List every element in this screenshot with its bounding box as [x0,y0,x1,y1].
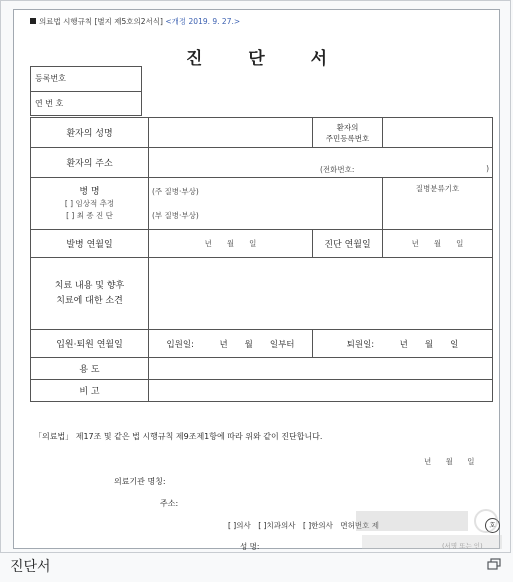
phone-line [152,164,489,175]
admission-date-field[interactable]: 입원일: 년 월 일부터 [149,330,313,358]
expand-icon[interactable] [487,558,501,570]
remarks-label: 비 고 [31,380,149,402]
treatment-row [31,258,493,330]
phone-close: ) [486,164,489,173]
purpose-field[interactable] [149,358,493,380]
disease-code-cell[interactable] [383,178,493,230]
image-caption: 진단서 [10,559,51,575]
signer-name-label: 성 명: [240,542,260,551]
form-header-prefix: 의료법 시행규칙 [별지 제5호의2서식] [39,17,163,26]
onset-date-field[interactable]: 년 월 일 [149,230,313,258]
onset-date-label: 발병 연월일 [31,230,149,258]
treatment-label-line2: 치료에 대한 소견 [56,295,123,306]
sign-date[interactable]: 년 월 일 [424,457,475,466]
revision-note: <개정 2019. 9. 27.> [165,17,241,26]
dates-row [31,230,493,258]
registration-number-label: 등록번호 [35,74,66,83]
disease-row [31,178,493,230]
patient-address-row [31,148,493,178]
purpose-label: 용 도 [31,358,149,380]
disease-code-label: 질병분류기호 [415,184,460,193]
document-page [13,9,500,549]
legal-statement: 「의료법」 제17조 및 같은 법 시행규칙 제9조제1항에 따라 위와 같이 진단합니다. [34,432,323,441]
patient-rrn-label-line1: 환자의 [336,122,359,132]
clinical-estimate-checkbox[interactable]: [ ] 임상적 추정 [64,198,115,208]
patient-name-label: 환자의 성명 [31,118,149,148]
institution-address-label: 주소: [160,499,179,508]
disease-field[interactable] [149,178,383,230]
treatment-label-cell [31,258,149,330]
form-header [30,16,240,27]
admission-row [31,330,493,358]
license-suffix: 호 [485,518,500,533]
institution-name-label: 의료기관 명칭: [114,477,166,486]
main-disease-label: (주 질병·부상) [152,186,199,196]
phone-label: (전화번호: [320,165,355,174]
treatment-label-line1: 치료 내용 및 향후 [54,280,125,291]
signature-note: (서명 또는 인) [442,542,483,550]
document-title: 진 단 서 [185,49,348,69]
remarks-field[interactable] [149,380,493,402]
final-diagnosis-checkbox[interactable]: [ ] 최 종 진 단 [66,210,113,220]
admission-label: 입원·퇴원 연월일 [31,330,149,358]
registration-box [30,66,142,116]
patient-name-row [31,118,493,148]
disease-label-cell [31,178,149,230]
license-line: [ ]의사 [ ]치과의사 [ ]한의사 면허번호 제 [228,521,380,530]
sub-disease-label: (부 질병·부상) [152,210,199,220]
patient-rrn-label-line2: 주민등록번호 [325,133,370,143]
diagnosis-date-label: 진단 연월일 [313,230,383,258]
diagnosis-date-field[interactable]: 년 월 일 [383,230,493,258]
disease-label: 병 명 [79,186,100,197]
patient-rrn-label [313,118,383,148]
patient-address-label: 환자의 주소 [31,148,149,178]
diagnosis-form-table [30,117,493,402]
patient-address-field[interactable] [149,148,493,178]
patient-name-field[interactable] [149,118,313,148]
purpose-row [31,358,493,380]
discharge-date-field[interactable]: 퇴원일: 년 월 일 [313,330,493,358]
serial-number-label: 연 번 호 [31,91,141,116]
patient-rrn-field[interactable] [383,118,493,148]
treatment-field[interactable] [149,258,493,330]
square-bullet-icon [30,18,36,24]
remarks-row [31,380,493,402]
